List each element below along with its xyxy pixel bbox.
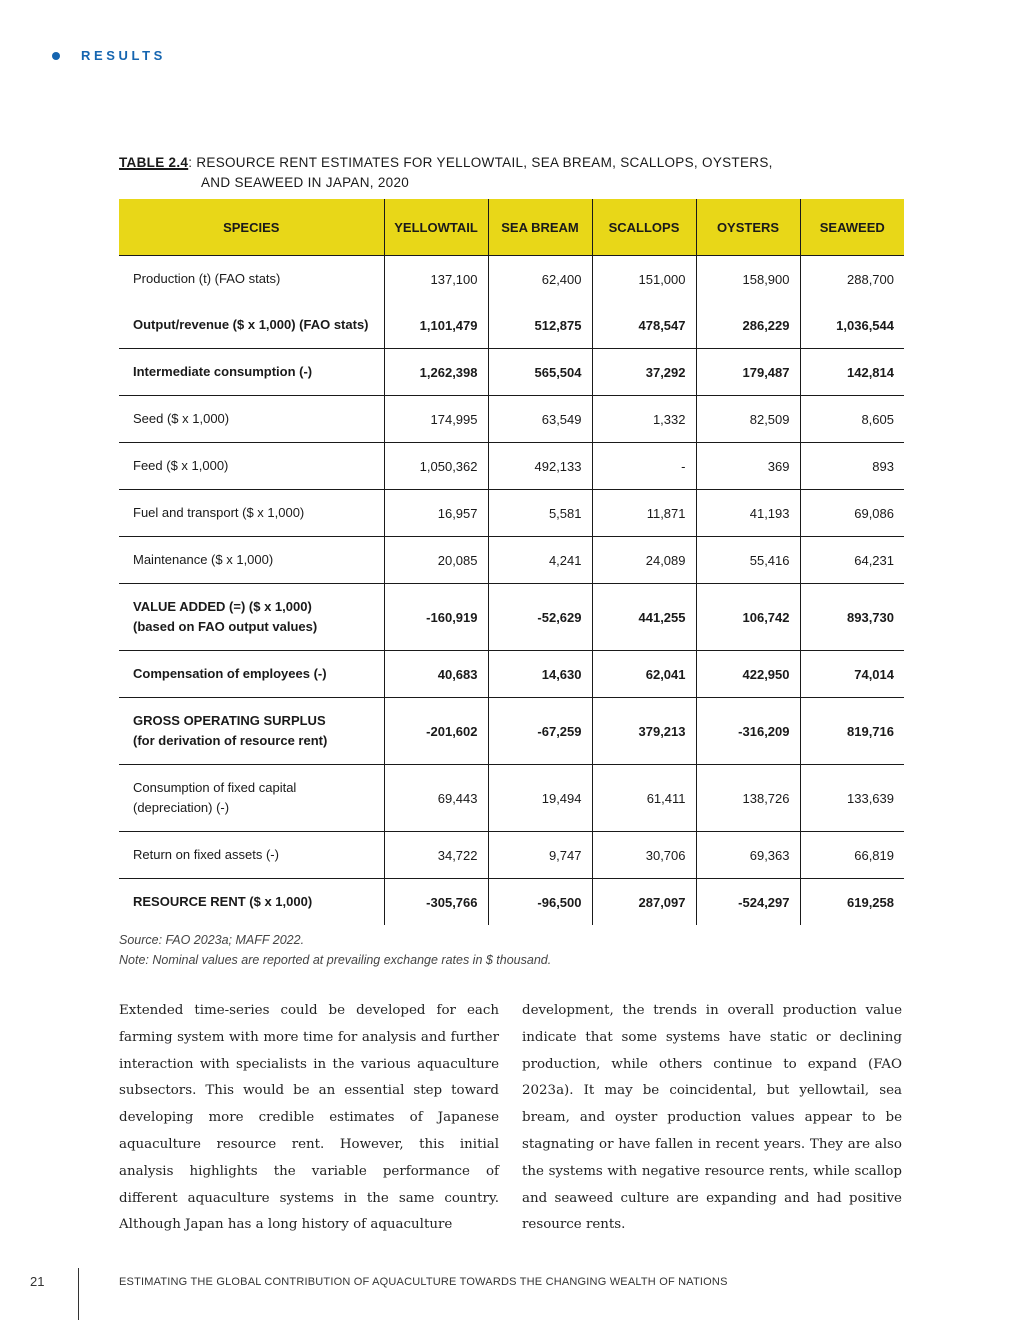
table-cell: 8,605 — [800, 396, 904, 443]
table-cell: -524,297 — [696, 879, 800, 926]
table-header-row — [119, 199, 904, 256]
resource-rent-table — [119, 199, 904, 925]
table-cell: 4,241 — [488, 537, 592, 584]
caption-line-1: RESOURCE RENT ESTIMATES FOR YELLOWTAIL, SEA BREAM, SCALLOPS, OYSTERS, — [196, 155, 773, 170]
table-cell: 37,292 — [592, 349, 696, 396]
table-cell: 893 — [800, 443, 904, 490]
row-label-line: Maintenance ($ x 1,000) — [133, 552, 274, 567]
column-header: SCALLOPS — [592, 199, 696, 256]
table-cell: 55,416 — [696, 537, 800, 584]
table-cell: 174,995 — [384, 396, 488, 443]
row-label — [119, 832, 384, 879]
table-row — [119, 537, 904, 584]
table-cell: 82,509 — [696, 396, 800, 443]
table-cell: 1,036,544 — [800, 302, 904, 349]
table-row — [119, 256, 904, 303]
row-label — [119, 490, 384, 537]
row-label — [119, 537, 384, 584]
table-row — [119, 879, 904, 926]
table-cell: - — [592, 443, 696, 490]
table-row — [119, 443, 904, 490]
table-cell: 5,581 — [488, 490, 592, 537]
row-label-line: Return on fixed assets (-) — [133, 847, 279, 862]
column-header: OYSTERS — [696, 199, 800, 256]
table-row — [119, 349, 904, 396]
row-label — [119, 396, 384, 443]
table-row — [119, 651, 904, 698]
table-cell: 62,400 — [488, 256, 592, 303]
table-cell: 1,332 — [592, 396, 696, 443]
table-body — [119, 256, 904, 926]
table-cell: 286,229 — [696, 302, 800, 349]
table-cell: -201,602 — [384, 698, 488, 765]
row-label — [119, 349, 384, 396]
table-cell: 619,258 — [800, 879, 904, 926]
table-cell: 34,722 — [384, 832, 488, 879]
table-cell: 61,411 — [592, 765, 696, 832]
table-cell: 137,100 — [384, 256, 488, 303]
table-cell: -67,259 — [488, 698, 592, 765]
row-label-line: (depreciation) (-) — [133, 800, 230, 815]
table-cell: -160,919 — [384, 584, 488, 651]
table-cell: 40,683 — [384, 651, 488, 698]
row-label-line: Feed ($ x 1,000) — [133, 458, 229, 473]
table-row — [119, 698, 904, 765]
table-notes — [119, 930, 551, 970]
table-cell: 565,504 — [488, 349, 592, 396]
row-label — [119, 256, 384, 303]
column-header: YELLOWTAIL — [384, 199, 488, 256]
table-row — [119, 765, 904, 832]
table-cell: 1,262,398 — [384, 349, 488, 396]
table-cell: 1,050,362 — [384, 443, 488, 490]
row-label — [119, 765, 384, 832]
footer-title: ESTIMATING THE GLOBAL CONTRIBUTION OF AQUACULTURE TOWARDS THE CHANGING WEALTH OF NATIONS — [119, 1276, 728, 1288]
table-number: TABLE 2.4 — [119, 155, 189, 170]
table-cell: 69,086 — [800, 490, 904, 537]
row-label — [119, 443, 384, 490]
table-cell: 893,730 — [800, 584, 904, 651]
table-row — [119, 396, 904, 443]
table-cell: 9,747 — [488, 832, 592, 879]
table-cell: 106,742 — [696, 584, 800, 651]
table-cell: 69,443 — [384, 765, 488, 832]
section-tag — [52, 48, 166, 63]
bullet-dot-icon — [52, 52, 60, 60]
table-cell: 30,706 — [592, 832, 696, 879]
column-header: SPECIES — [119, 199, 384, 256]
table-cell: 66,819 — [800, 832, 904, 879]
row-label — [119, 698, 384, 765]
row-label — [119, 651, 384, 698]
table-cell: 142,814 — [800, 349, 904, 396]
table-cell: -96,500 — [488, 879, 592, 926]
table-cell: 512,875 — [488, 302, 592, 349]
table-cell: 492,133 — [488, 443, 592, 490]
table-cell: 441,255 — [592, 584, 696, 651]
table-cell: 69,363 — [696, 832, 800, 879]
table-caption — [119, 153, 819, 193]
row-label-line: Seed ($ x 1,000) — [133, 411, 230, 426]
table-cell: 478,547 — [592, 302, 696, 349]
column-header: SEAWEED — [800, 199, 904, 256]
table-cell: 63,549 — [488, 396, 592, 443]
table-cell: 16,957 — [384, 490, 488, 537]
table-cell: 179,487 — [696, 349, 800, 396]
row-label-line: VALUE ADDED (=) ($ x 1,000) — [133, 599, 312, 614]
row-label-line: (for derivation of resource rent) — [133, 733, 328, 748]
row-label — [119, 302, 384, 349]
row-label — [119, 879, 384, 926]
table-row — [119, 832, 904, 879]
body-text-left-column: Extended time-series could be developed for each farming system with more time for analysis and further interaction with specialists in the various aquaculture subsectors. This would be an essential step toward developing more credible estimates of Japanese aquaculture resource rent. However, this initial analysis highlights the variable performance of different aquaculture systems in the same country. Although Japan has a long history of aquaculture — [119, 1003, 499, 1233]
row-label-line: Production (t) (FAO stats) — [133, 271, 281, 286]
table-cell: 288,700 — [800, 256, 904, 303]
table-cell: 14,630 — [488, 651, 592, 698]
table-cell: 24,089 — [592, 537, 696, 584]
table-cell: 422,950 — [696, 651, 800, 698]
row-label-line: (based on FAO output values) — [133, 619, 318, 634]
table-cell: 287,097 — [592, 879, 696, 926]
row-label — [119, 584, 384, 651]
table-cell: 138,726 — [696, 765, 800, 832]
table-cell: 151,000 — [592, 256, 696, 303]
source-note: Source: FAO 2023a; MAFF 2022. — [119, 933, 305, 947]
table-cell: 11,871 — [592, 490, 696, 537]
table-cell: 158,900 — [696, 256, 800, 303]
column-header: SEA BREAM — [488, 199, 592, 256]
table-cell: 62,041 — [592, 651, 696, 698]
table-row — [119, 302, 904, 349]
table-cell: 369 — [696, 443, 800, 490]
table-cell: 19,494 — [488, 765, 592, 832]
footer-divider — [78, 1268, 79, 1320]
row-label-line: GROSS OPERATING SURPLUS — [133, 713, 326, 728]
table-cell: 379,213 — [592, 698, 696, 765]
table-cell: 20,085 — [384, 537, 488, 584]
body-text-right-column: development, the trends in overall production value indicate that some systems have static or declining production, while others continue to expand (FAO 2023a). It may be coincidental, but yellowtail, sea bream, and oyster production values appear to be stagnating or have fallen in recent years. They are also the systems with negative resource rents, while scallop and seaweed culture are expanding and had positive resource rents. — [522, 1003, 902, 1233]
row-label-line: Intermediate consumption (-) — [133, 364, 313, 379]
section-label: RESULTS — [81, 48, 166, 63]
table-cell: -305,766 — [384, 879, 488, 926]
table-cell: 41,193 — [696, 490, 800, 537]
table-cell: 64,231 — [800, 537, 904, 584]
table-cell: 1,101,479 — [384, 302, 488, 349]
page-number: 21 — [30, 1274, 45, 1289]
table-row — [119, 584, 904, 651]
table-cell: -52,629 — [488, 584, 592, 651]
table-cell: -316,209 — [696, 698, 800, 765]
row-label-line: RESOURCE RENT ($ x 1,000) — [133, 894, 313, 909]
table-cell: 133,639 — [800, 765, 904, 832]
caption-separator: : — [188, 155, 193, 170]
table-cell: 819,716 — [800, 698, 904, 765]
exchange-rate-note: Note: Nominal values are reported at prevailing exchange rates in $ thousand. — [119, 953, 552, 967]
row-label-line: Output/revenue ($ x 1,000) (FAO stats) — [133, 317, 369, 332]
row-label-line: Fuel and transport ($ x 1,000) — [133, 505, 305, 520]
caption-line-2: AND SEAWEED IN JAPAN, 2020 — [201, 175, 410, 190]
row-label-line: Consumption of fixed capital — [133, 780, 297, 795]
table-row — [119, 490, 904, 537]
row-label-line: Compensation of employees (-) — [133, 666, 327, 681]
table-cell: 74,014 — [800, 651, 904, 698]
